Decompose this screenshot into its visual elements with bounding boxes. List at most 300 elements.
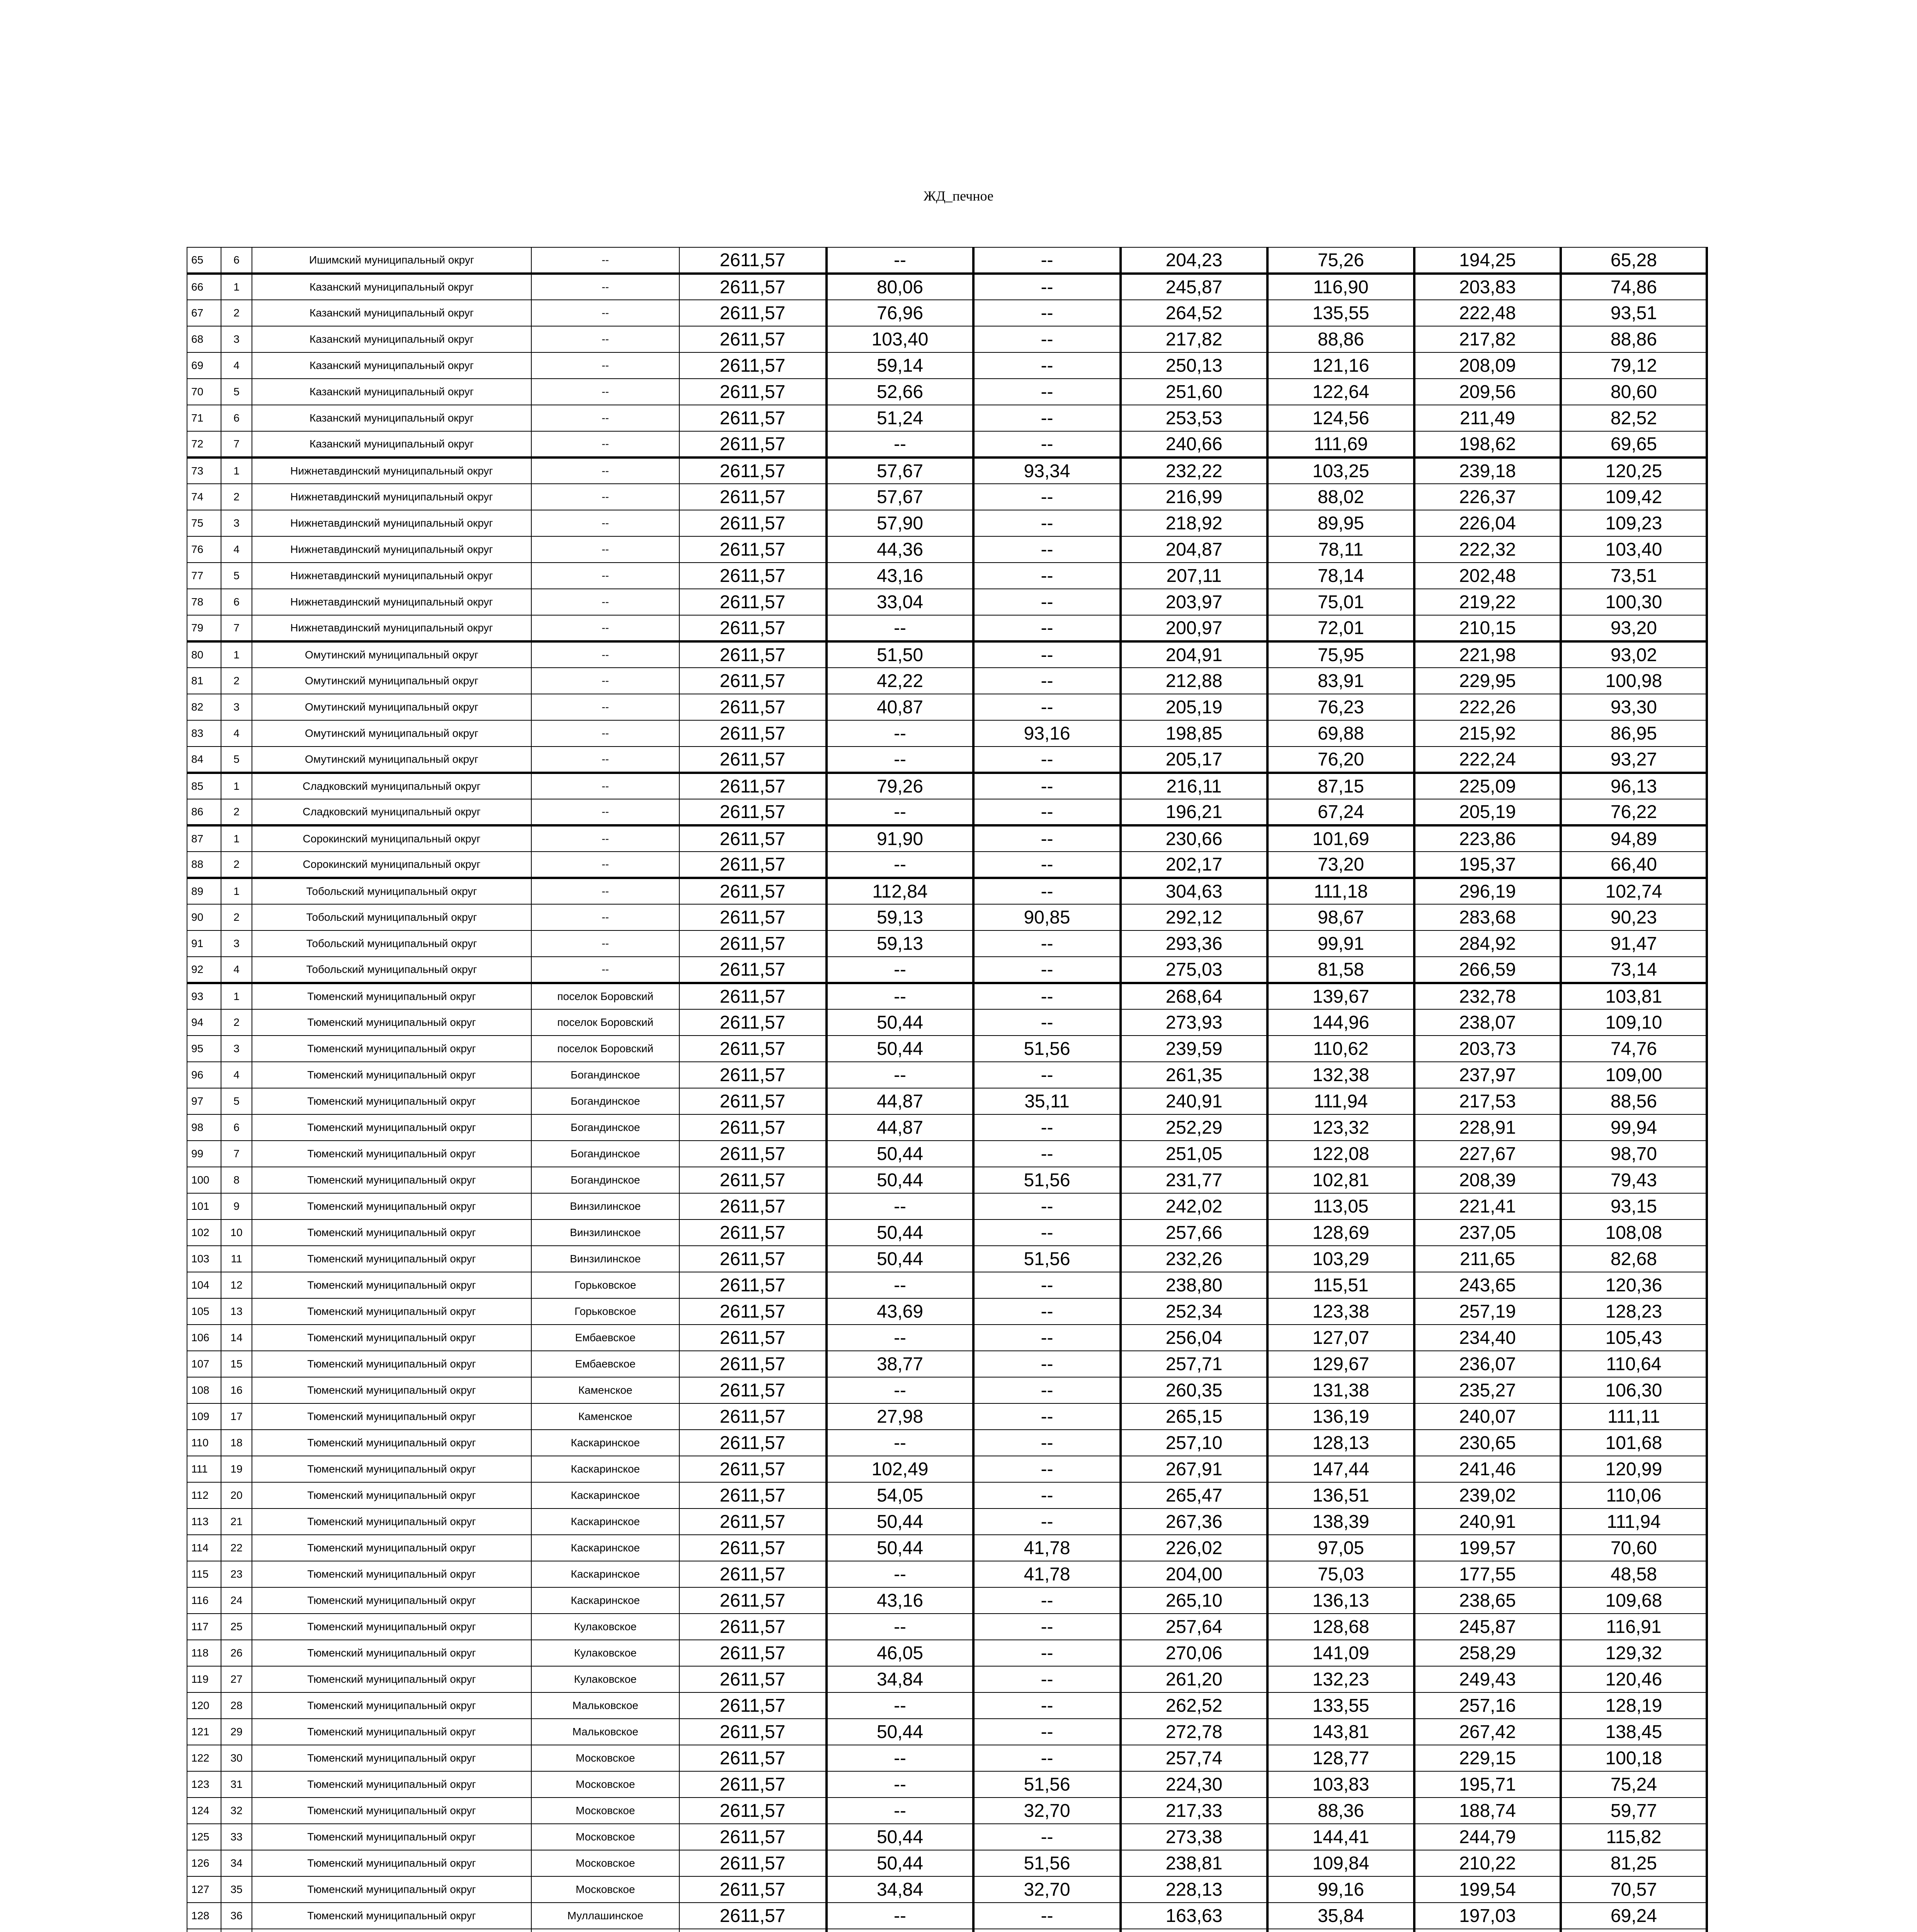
cell-value-col-4: 240,91 (1121, 1088, 1267, 1114)
cell-district-name: Казанский муниципальный округ (252, 300, 531, 326)
table-row (187, 1351, 1707, 1377)
cell-value-col-5: 138,39 (1267, 1509, 1414, 1535)
cell-value-col-6: 198,62 (1414, 431, 1561, 457)
cell-value-col-6: 227,67 (1414, 1141, 1561, 1167)
cell-district-name: Тюменский муниципальный округ (252, 1903, 531, 1929)
cell-locality-name: -- (531, 589, 679, 615)
cell-locality-name: -- (531, 405, 679, 431)
cell-locality-name: -- (531, 431, 679, 457)
cell-value-col-7: 82,52 (1561, 405, 1707, 431)
cell-value-col-5: 75,95 (1267, 641, 1414, 668)
cell-row-number: 86 (187, 799, 221, 825)
cell-value-col-6: 244,79 (1414, 1824, 1561, 1850)
cell-sub-number: 11 (221, 1246, 252, 1272)
cell-value-col-1: 2611,57 (679, 957, 827, 983)
cell-value-col-5: 87,15 (1267, 773, 1414, 799)
cell-value-col-7: 120,36 (1561, 1272, 1707, 1298)
cell-district-name: Тюменский муниципальный округ (252, 1456, 531, 1482)
cell-value-col-7: 109,00 (1561, 1062, 1707, 1088)
cell-value-col-2: 51,24 (827, 405, 973, 431)
table-row (187, 852, 1707, 878)
cell-locality-name: -- (531, 957, 679, 983)
cell-locality-name: -- (531, 536, 679, 563)
cell-value-col-4: 261,20 (1121, 1666, 1267, 1692)
cell-value-col-1: 2611,57 (679, 1614, 827, 1640)
cell-value-col-1: 2611,57 (679, 668, 827, 694)
cell-value-col-1: 2611,57 (679, 852, 827, 878)
cell-value-col-5: 111,94 (1267, 1088, 1414, 1114)
cell-value-col-3: -- (973, 379, 1121, 405)
cell-value-col-5: 67,24 (1267, 799, 1414, 825)
cell-value-col-1: 2611,57 (679, 930, 827, 957)
cell-value-col-5: 78,11 (1267, 536, 1414, 563)
cell-value-col-4: 245,87 (1121, 274, 1267, 300)
cell-value-col-2: -- (827, 799, 973, 825)
cell-value-col-6: 266,59 (1414, 957, 1561, 983)
cell-value-col-6: 283,68 (1414, 904, 1561, 930)
cell-value-col-4: 257,71 (1121, 1351, 1267, 1377)
cell-locality-name: Мальковское (531, 1692, 679, 1719)
cell-value-col-1: 2611,57 (679, 1456, 827, 1482)
cell-value-col-1: 2611,57 (679, 825, 827, 852)
cell-district-name: Тобольский муниципальный округ (252, 904, 531, 930)
cell-locality-name: Каскаринское (531, 1509, 679, 1535)
cell-value-col-4: 261,35 (1121, 1062, 1267, 1088)
table-row (187, 1824, 1707, 1850)
cell-value-col-7: 111,94 (1561, 1509, 1707, 1535)
cell-row-number: 97 (187, 1088, 221, 1114)
table-row (187, 484, 1707, 510)
cell-value-col-6: 222,24 (1414, 747, 1561, 773)
cell-locality-name: -- (531, 352, 679, 379)
cell-value-col-1: 2611,57 (679, 484, 827, 510)
cell-sub-number: 2 (221, 852, 252, 878)
cell-sub-number: 4 (221, 352, 252, 379)
cell-row-number: 81 (187, 668, 221, 694)
cell-value-col-1: 2611,57 (679, 1824, 827, 1850)
cell-value-col-7: 116,91 (1561, 1614, 1707, 1640)
cell-value-col-2: 44,87 (827, 1114, 973, 1141)
cell-sub-number: 3 (221, 1036, 252, 1062)
cell-value-col-1: 2611,57 (679, 904, 827, 930)
cell-value-col-2: -- (827, 720, 973, 747)
cell-sub-number: 15 (221, 1351, 252, 1377)
cell-value-col-2: 50,44 (827, 1850, 973, 1876)
cell-row-number: 66 (187, 274, 221, 300)
cell-value-col-3: -- (973, 668, 1121, 694)
cell-value-col-7: 100,98 (1561, 668, 1707, 694)
cell-value-col-5: 88,86 (1267, 326, 1414, 352)
cell-value-col-7: 103,81 (1561, 983, 1707, 1009)
cell-row-number: 67 (187, 300, 221, 326)
cell-row-number: 80 (187, 641, 221, 668)
table-row (187, 983, 1707, 1009)
cell-value-col-4: 256,04 (1121, 1325, 1267, 1351)
cell-row-number: 117 (187, 1614, 221, 1640)
cell-value-col-7: 103,40 (1561, 536, 1707, 563)
table-row (187, 825, 1707, 852)
cell-value-col-7: 76,22 (1561, 799, 1707, 825)
cell-district-name: Тобольский муниципальный округ (252, 878, 531, 904)
cell-row-number: 113 (187, 1509, 221, 1535)
cell-row-number: 110 (187, 1430, 221, 1456)
cell-row-number: 120 (187, 1692, 221, 1719)
cell-value-col-5: 136,13 (1267, 1587, 1414, 1614)
cell-value-col-6: 229,15 (1414, 1745, 1561, 1771)
cell-value-col-3: -- (973, 405, 1121, 431)
cell-locality-name: Богандинское (531, 1141, 679, 1167)
cell-value-col-6: 257,16 (1414, 1692, 1561, 1719)
cell-sub-number (221, 1929, 252, 1932)
cell-district-name: Тюменский муниципальный округ (252, 1587, 531, 1614)
table-row (187, 1219, 1707, 1246)
cell-value-col-6: 209,56 (1414, 379, 1561, 405)
cell-row-number: 109 (187, 1403, 221, 1430)
cell-value-col-1: 2611,57 (679, 1587, 827, 1614)
cell-sub-number: 6 (221, 405, 252, 431)
cell-value-col-4: 204,91 (1121, 641, 1267, 668)
cell-locality-name: -- (531, 379, 679, 405)
cell-value-col-1: 2611,57 (679, 563, 827, 589)
cell-value-col-3: -- (973, 1009, 1121, 1036)
cell-value-col-5: 75,01 (1267, 589, 1414, 615)
cell-value-col-1: 2611,57 (679, 1246, 827, 1272)
cell-locality-name: Богандинское (531, 1167, 679, 1193)
cell-district-name: Нижнетавдинский муниципальный округ (252, 510, 531, 536)
cell-value-col-7: 108,08 (1561, 1219, 1707, 1246)
cell-row-number: 103 (187, 1246, 221, 1272)
cell-value-col-5: 139,67 (1267, 983, 1414, 1009)
cell-value-col-7: 120,99 (1561, 1456, 1707, 1482)
cell-value-col-5: 76,20 (1267, 747, 1414, 773)
cell-value-col-4: 304,63 (1121, 878, 1267, 904)
cell-value-col-1: 2611,57 (679, 747, 827, 773)
cell-locality-name: -- (531, 326, 679, 352)
cell-locality-name: Каскаринское (531, 1535, 679, 1561)
cell-value-col-4: 239,59 (1121, 1036, 1267, 1062)
cell-value-col-2: -- (827, 1325, 973, 1351)
cell-value-col-5: 109,84 (1267, 1850, 1414, 1876)
cell-sub-number: 34 (221, 1850, 252, 1876)
cell-locality-name: Ембаевское (531, 1351, 679, 1377)
cell-district-name: Сладковский муниципальный округ (252, 773, 531, 799)
cell-district-name: Казанский муниципальный округ (252, 326, 531, 352)
cell-value-col-6: 230,65 (1414, 1430, 1561, 1456)
cell-sub-number: 1 (221, 983, 252, 1009)
cell-value-col-3: -- (973, 1193, 1121, 1219)
cell-value-col-7: 69,24 (1561, 1903, 1707, 1929)
cell-value-col-6: 240,91 (1414, 1509, 1561, 1535)
cell-value-col-4: 252,34 (1121, 1298, 1267, 1325)
cell-district-name: Тюменский муниципальный округ (252, 1745, 531, 1771)
cell-value-col-3 (973, 1929, 1121, 1932)
cell-locality-name: Московское (531, 1771, 679, 1798)
cell-value-col-5: 88,36 (1267, 1798, 1414, 1824)
cell-sub-number: 24 (221, 1587, 252, 1614)
cell-row-number: 71 (187, 405, 221, 431)
cell-locality-name: -- (531, 825, 679, 852)
cell-row-number: 105 (187, 1298, 221, 1325)
cell-row-number: 101 (187, 1193, 221, 1219)
cell-value-col-3: -- (973, 1430, 1121, 1456)
cell-value-col-7: 101,68 (1561, 1430, 1707, 1456)
table-row (187, 431, 1707, 457)
cell-district-name: Омутинский муниципальный округ (252, 720, 531, 747)
cell-value-col-6: 199,54 (1414, 1876, 1561, 1903)
cell-value-col-3: -- (973, 1692, 1121, 1719)
cell-locality-name: -- (531, 457, 679, 484)
cell-district-name: Тюменский муниципальный округ (252, 1009, 531, 1036)
cell-value-col-5: 75,26 (1267, 247, 1414, 274)
cell-district-name: Тюменский муниципальный округ (252, 1114, 531, 1141)
cell-locality-name: -- (531, 668, 679, 694)
cell-locality-name: Кулаковское (531, 1614, 679, 1640)
cell-value-col-5: 99,16 (1267, 1876, 1414, 1903)
cell-sub-number: 4 (221, 1062, 252, 1088)
table-row (187, 747, 1707, 773)
cell-sub-number: 27 (221, 1666, 252, 1692)
cell-district-name: Сорокинский муниципальный округ (252, 825, 531, 852)
cell-sub-number: 29 (221, 1719, 252, 1745)
cell-value-col-1: 2611,57 (679, 1193, 827, 1219)
cell-value-col-3: -- (973, 957, 1121, 983)
table-row (187, 1062, 1707, 1088)
cell-value-col-3: -- (973, 1614, 1121, 1640)
cell-row-number: 72 (187, 431, 221, 457)
cell-value-col-3: 93,34 (973, 457, 1121, 484)
cell-locality-name: -- (531, 904, 679, 930)
cell-district-name: Тюменский муниципальный округ (252, 1141, 531, 1167)
cell-value-col-6: 210,15 (1414, 615, 1561, 641)
cell-row-number: 119 (187, 1666, 221, 1692)
cell-value-col-4: 250,13 (1121, 352, 1267, 379)
cell-value-col-6: 239,18 (1414, 457, 1561, 484)
cell-value-col-3: 41,78 (973, 1561, 1121, 1587)
cell-sub-number: 14 (221, 1325, 252, 1351)
cell-value-col-2: 57,67 (827, 457, 973, 484)
cell-value-col-6: 258,29 (1414, 1640, 1561, 1666)
cell-value-col-3: -- (973, 615, 1121, 641)
cell-sub-number: 3 (221, 510, 252, 536)
cell-value-col-6: 223,86 (1414, 825, 1561, 852)
cell-row-number: 90 (187, 904, 221, 930)
cell-district-name: Казанский муниципальный округ (252, 431, 531, 457)
cell-value-col-5: 136,51 (1267, 1482, 1414, 1509)
cell-value-col-5: 35,84 (1267, 1903, 1414, 1929)
cell-value-col-7: 110,64 (1561, 1351, 1707, 1377)
cell-value-col-7: 109,42 (1561, 484, 1707, 510)
cell-row-number: 65 (187, 247, 221, 274)
cell-locality-name: Московское (531, 1824, 679, 1850)
cell-value-col-2: -- (827, 1692, 973, 1719)
cell-value-col-3: 51,56 (973, 1036, 1121, 1062)
table-row (187, 904, 1707, 930)
cell-district-name: Тюменский муниципальный округ (252, 1824, 531, 1850)
cell-locality-name: Московское (531, 1876, 679, 1903)
cell-value-col-5: 103,83 (1267, 1771, 1414, 1798)
cell-value-col-7: 93,20 (1561, 615, 1707, 641)
cell-value-col-6: 221,41 (1414, 1193, 1561, 1219)
cell-locality-name: -- (531, 563, 679, 589)
cell-district-name: Тюменский муниципальный округ (252, 1640, 531, 1666)
cell-value-col-1: 2611,57 (679, 589, 827, 615)
cell-row-number: 126 (187, 1850, 221, 1876)
cell-value-col-2: 57,90 (827, 510, 973, 536)
cell-district-name: Нижнетавдинский муниципальный округ (252, 536, 531, 563)
cell-value-col-4: 204,23 (1121, 247, 1267, 274)
cell-district-name: Тюменский муниципальный округ (252, 1771, 531, 1798)
cell-value-col-7: 120,46 (1561, 1666, 1707, 1692)
cell-sub-number: 5 (221, 747, 252, 773)
table-row (187, 1114, 1707, 1141)
cell-row-number: 125 (187, 1824, 221, 1850)
cell-value-col-5: 144,41 (1267, 1824, 1414, 1850)
cell-value-col-3: -- (973, 852, 1121, 878)
cell-value-col-4: 264,52 (1121, 300, 1267, 326)
cell-value-col-6: 208,09 (1414, 352, 1561, 379)
cell-sub-number: 7 (221, 615, 252, 641)
cell-district-name: Омутинский муниципальный округ (252, 747, 531, 773)
table-row (187, 510, 1707, 536)
cell-value-col-1: 2611,57 (679, 983, 827, 1009)
cell-value-col-6: 219,22 (1414, 589, 1561, 615)
cell-value-col-7: 90,23 (1561, 904, 1707, 930)
cell-value-col-5: 131,38 (1267, 1377, 1414, 1403)
cell-locality-name: -- (531, 930, 679, 957)
cell-value-col-3: -- (973, 563, 1121, 589)
cell-value-col-5: 132,23 (1267, 1666, 1414, 1692)
cell-row-number: 75 (187, 510, 221, 536)
table-row (187, 1246, 1707, 1272)
cell-locality-name: Горьковское (531, 1298, 679, 1325)
cell-value-col-4: 216,99 (1121, 484, 1267, 510)
cell-value-col-4: 217,82 (1121, 326, 1267, 352)
cell-value-col-4: 265,15 (1121, 1403, 1267, 1430)
cell-row-number: 112 (187, 1482, 221, 1509)
cell-value-col-2: 44,36 (827, 536, 973, 563)
cell-value-col-1: 2611,57 (679, 510, 827, 536)
cell-district-name: Казанский муниципальный округ (252, 274, 531, 300)
cell-locality-name: Богандинское (531, 1062, 679, 1088)
table-row (187, 1535, 1707, 1561)
cell-value-col-4: 257,74 (1121, 1745, 1267, 1771)
table-row (187, 1377, 1707, 1403)
cell-value-col-1: 2611,57 (679, 799, 827, 825)
cell-value-col-7: 109,68 (1561, 1587, 1707, 1614)
cell-district-name: Омутинский муниципальный округ (252, 641, 531, 668)
cell-value-col-6: 238,65 (1414, 1587, 1561, 1614)
cell-value-col-1: 2611,57 (679, 1850, 827, 1876)
cell-value-col-1: 2611,57 (679, 1141, 827, 1167)
cell-value-col-6: 222,26 (1414, 694, 1561, 720)
cell-value-col-1: 2611,57 (679, 1666, 827, 1692)
cell-value-col-4: 273,38 (1121, 1824, 1267, 1850)
cell-value-col-7: 105,43 (1561, 1325, 1707, 1351)
cell-value-col-2: 52,66 (827, 379, 973, 405)
cell-value-col-7: 99,94 (1561, 1114, 1707, 1141)
cell-value-col-1: 2611,57 (679, 326, 827, 352)
cell-value-col-3: -- (973, 1456, 1121, 1482)
cell-value-col-3: -- (973, 930, 1121, 957)
cell-value-col-7: 59,77 (1561, 1798, 1707, 1824)
cell-value-col-4: 230,66 (1121, 825, 1267, 852)
cell-value-col-2: -- (827, 1561, 973, 1587)
table-row (187, 878, 1707, 904)
cell-value-col-3: 32,70 (973, 1876, 1121, 1903)
cell-locality-name: -- (531, 484, 679, 510)
cell-value-col-7: 98,70 (1561, 1141, 1707, 1167)
cell-value-col-6: 203,83 (1414, 274, 1561, 300)
cell-value-col-5 (1267, 1929, 1414, 1932)
cell-district-name: Нижнетавдинский муниципальный округ (252, 484, 531, 510)
cell-locality-name: Богандинское (531, 1088, 679, 1114)
cell-locality-name: Муллашинское (531, 1903, 679, 1929)
cell-district-name: Тюменский муниципальный округ (252, 1246, 531, 1272)
cell-value-col-3: -- (973, 300, 1121, 326)
cell-value-col-6: 236,07 (1414, 1351, 1561, 1377)
table-row (187, 300, 1707, 326)
cell-row-number: 85 (187, 773, 221, 799)
cell-value-col-6: 228,91 (1414, 1114, 1561, 1141)
cell-value-col-5: 103,25 (1267, 457, 1414, 484)
table-row (187, 1456, 1707, 1482)
cell-district-name: Тюменский муниципальный округ (252, 1614, 531, 1640)
cell-value-col-3: -- (973, 1403, 1121, 1430)
cell-value-col-3: -- (973, 1509, 1121, 1535)
cell-value-col-1: 2611,57 (679, 641, 827, 668)
table-row (187, 1929, 1707, 1932)
cell-value-col-5: 124,56 (1267, 405, 1414, 431)
cell-sub-number: 6 (221, 247, 252, 274)
cell-district-name: Нижнетавдинский муниципальный округ (252, 563, 531, 589)
cell-value-col-4: 270,06 (1121, 1640, 1267, 1666)
cell-value-col-6: 243,65 (1414, 1272, 1561, 1298)
table-row (187, 326, 1707, 352)
cell-value-col-3: 41,78 (973, 1535, 1121, 1561)
cell-value-col-7: 128,23 (1561, 1298, 1707, 1325)
cell-value-col-4: 257,66 (1121, 1219, 1267, 1246)
cell-value-col-1: 2611,57 (679, 694, 827, 720)
cell-value-col-1: 2611,57 (679, 1876, 827, 1903)
cell-row-number: 128 (187, 1903, 221, 1929)
cell-value-col-4: 293,36 (1121, 930, 1267, 957)
cell-district-name: Тобольский муниципальный округ (252, 957, 531, 983)
cell-value-col-7: 80,60 (1561, 379, 1707, 405)
cell-row-number: 104 (187, 1272, 221, 1298)
cell-value-col-1 (679, 1929, 827, 1932)
cell-value-col-4: 265,47 (1121, 1482, 1267, 1509)
cell-value-col-2: 50,44 (827, 1535, 973, 1561)
cell-sub-number: 2 (221, 904, 252, 930)
cell-value-col-2: 50,44 (827, 1509, 973, 1535)
cell-sub-number: 1 (221, 457, 252, 484)
cell-locality-name: -- (531, 274, 679, 300)
cell-locality-name: Богандинское (531, 1114, 679, 1141)
cell-value-col-3: 93,16 (973, 720, 1121, 747)
cell-value-col-1: 2611,57 (679, 1062, 827, 1088)
cell-value-col-7: 138,45 (1561, 1719, 1707, 1745)
table-row (187, 1403, 1707, 1430)
cell-locality-name: -- (531, 878, 679, 904)
cell-row-number: 78 (187, 589, 221, 615)
cell-row-number: 121 (187, 1719, 221, 1745)
cell-value-col-5: 78,14 (1267, 563, 1414, 589)
table-row (187, 1298, 1707, 1325)
cell-value-col-2: -- (827, 1377, 973, 1403)
cell-value-col-1: 2611,57 (679, 615, 827, 641)
cell-row-number: 116 (187, 1587, 221, 1614)
table-row (187, 1587, 1707, 1614)
